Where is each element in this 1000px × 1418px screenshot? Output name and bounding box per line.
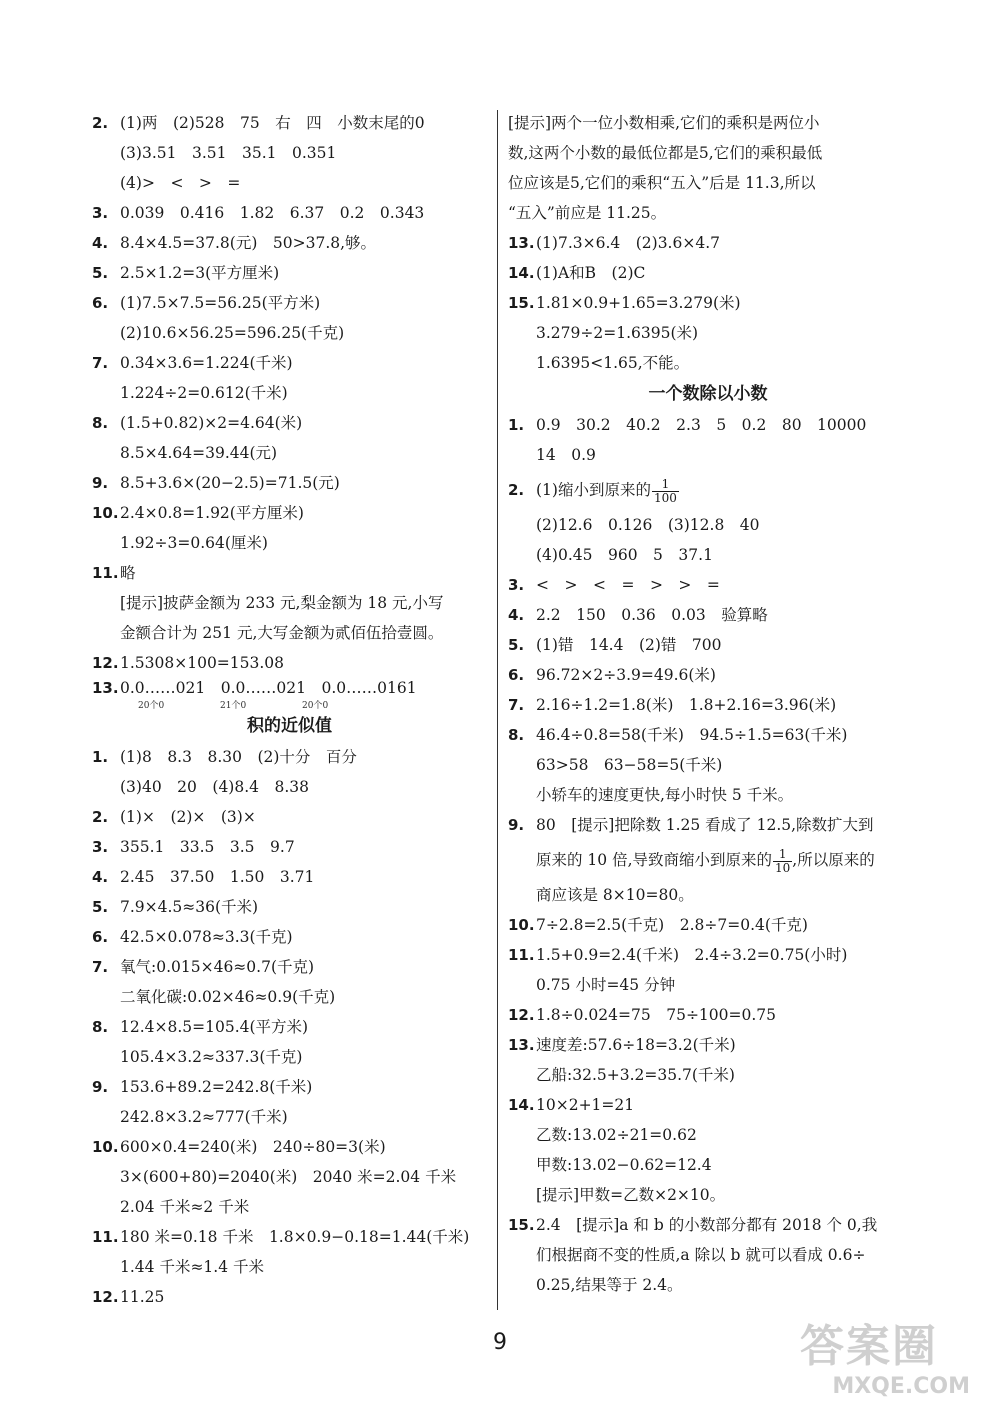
answer-text: 氧气:0.015×46≈0.7(千克) xyxy=(120,958,315,976)
answer-line xyxy=(92,1132,487,1162)
answer-line xyxy=(92,528,487,558)
answer-line xyxy=(92,772,487,802)
question-number: 7. xyxy=(92,958,109,976)
fraction xyxy=(773,848,792,875)
question-number: 4. xyxy=(92,234,109,252)
answer-line xyxy=(92,1282,487,1312)
answer-text: 8.5×4.64=39.44(元) xyxy=(120,444,278,462)
question-number: 8. xyxy=(92,414,109,432)
answer-line xyxy=(92,558,487,588)
answer-line xyxy=(92,1042,487,1072)
answer-text: 153.6+89.2=242.8(千米) xyxy=(120,1078,313,1096)
answer-text: 数,这两个小数的最低位都是5,它们的乘积最低 xyxy=(508,144,823,162)
answer-line xyxy=(508,690,908,720)
watermark-site-text: MXQE.COM xyxy=(832,1374,970,1399)
answer-line xyxy=(92,108,487,138)
question-number: 11. xyxy=(508,946,535,964)
answer-text: [提示]甲数=乙数×2×10。 xyxy=(536,1186,726,1204)
answer-line xyxy=(508,1150,908,1180)
answer-line xyxy=(92,1102,487,1132)
answer-text: 1.5+0.9=2.4(千米) 2.4÷3.2=0.75(小时) xyxy=(536,946,848,964)
watermark-main-text: 答案圈 xyxy=(800,1321,938,1372)
answer-line xyxy=(508,410,908,440)
right-column xyxy=(508,108,908,1300)
answer-line xyxy=(92,802,487,832)
answer-line xyxy=(92,1012,487,1042)
answer-line xyxy=(92,1072,487,1102)
question-number: 9. xyxy=(92,1078,109,1096)
answer-line xyxy=(508,1030,908,1060)
answer-text: 1.6395<1.65,不能。 xyxy=(536,354,690,372)
page-number: 9 xyxy=(493,1330,507,1355)
answer-line xyxy=(92,138,487,168)
answer-text: 46.4÷0.8=58(千米) 94.5÷1.5=63(千米) xyxy=(536,726,848,744)
question-number: 4. xyxy=(92,868,109,886)
question-number: 2. xyxy=(92,808,109,826)
answer-text: (1)缩小到原来的 xyxy=(536,481,651,499)
answer-line xyxy=(92,408,487,438)
answer-line xyxy=(92,288,487,318)
fraction-numerator: 1 xyxy=(652,478,679,492)
answer-text: 10×2+1=21 xyxy=(536,1096,635,1114)
answer-text: 2.45 37.50 1.50 3.71 xyxy=(120,868,315,886)
question-number: 6. xyxy=(92,294,109,312)
question-number: 12. xyxy=(92,654,119,672)
answer-text: 2.16÷1.2=1.8(米) 1.8+2.16=3.96(米) xyxy=(536,696,837,714)
answer-text: 0.9 30.2 40.2 2.3 5 0.2 80 10000 xyxy=(536,416,867,434)
answer-text: 2.04 千米≈2 千米 xyxy=(120,1198,250,1216)
answer-line xyxy=(508,880,908,910)
answer-text: 3.279÷2=1.6395(米) xyxy=(536,324,699,342)
question-number: 15. xyxy=(508,294,535,312)
answer-line xyxy=(92,952,487,982)
answer-text: (1)× (2)× (3)× xyxy=(120,808,256,826)
answer-text: [提示]两个一位小数相乘,它们的乘积是两位小 xyxy=(508,114,820,132)
answer-text: 1.224÷2=0.612(千米) xyxy=(120,384,288,402)
answer-text: (2)12.6 0.126 (3)12.8 40 xyxy=(536,516,760,534)
answer-line xyxy=(92,1162,487,1192)
answer-text: 2.2 150 0.36 0.03 验算略 xyxy=(536,606,768,624)
answer-line xyxy=(508,198,908,228)
answer-line xyxy=(92,678,487,710)
answer-line xyxy=(508,138,908,168)
question-number: 13. xyxy=(508,1036,535,1054)
answer-text-after: ,所以原来的 xyxy=(792,851,875,869)
answer-text: 8.4×4.5=37.8(元) 50>37.8,够。 xyxy=(120,234,377,252)
answer-line xyxy=(92,862,487,892)
answer-text: (1)7.3×6.4 (2)3.6×4.7 xyxy=(536,234,720,252)
answer-line xyxy=(508,910,908,940)
answer-text: 8.5+3.6×(20−2.5)=71.5(元) xyxy=(120,474,340,492)
answer-line xyxy=(508,1090,908,1120)
answer-text: 金额合计为 251 元,大写金额为贰佰伍拾壹圆。 xyxy=(120,624,444,642)
answer-line xyxy=(508,470,908,510)
answer-text: 0.75 小时=45 分钟 xyxy=(536,976,676,994)
answer-line xyxy=(508,228,908,258)
brace-label: 20个0 xyxy=(302,701,329,711)
answer-text: 12.4×8.5=105.4(平方米) xyxy=(120,1018,309,1036)
answer-text: (3)3.51 3.51 35.1 0.351 xyxy=(120,144,337,162)
question-number: 10. xyxy=(92,504,119,522)
question-number: 7. xyxy=(92,354,109,372)
column-divider xyxy=(497,110,498,1310)
answer-text: [提示]披萨金额为 233 元,梨金额为 18 元,小写 xyxy=(120,594,444,612)
question-number: 3. xyxy=(508,576,525,594)
question-number: 14. xyxy=(508,1096,535,1114)
question-number: 7. xyxy=(508,696,525,714)
answer-text: 105.4×3.2≈337.3(千克) xyxy=(120,1048,303,1066)
answer-text: (4)> < > = xyxy=(120,174,241,192)
question-number: 14. xyxy=(508,264,535,282)
answer-line xyxy=(508,970,908,1000)
question-number: 5. xyxy=(508,636,525,654)
answer-text: 位应该是5,它们的乘积“五入”后是 11.3,所以 xyxy=(508,174,816,192)
answer-text: 1.92÷3=0.64(厘米) xyxy=(120,534,268,552)
question-number: 3. xyxy=(92,204,109,222)
question-number: 5. xyxy=(92,898,109,916)
answer-line xyxy=(92,198,487,228)
answer-line xyxy=(508,288,908,318)
answer-text: 小轿车的速度更快,每小时快 5 千米。 xyxy=(536,786,794,804)
answer-text: 7÷2.8=2.5(千克) 2.8÷7=0.4(千克) xyxy=(536,916,808,934)
answer-line xyxy=(92,168,487,198)
answer-text: 乙数:13.02÷21=0.62 xyxy=(536,1126,697,1144)
answer-text: 们根据商不变的性质,a 除以 b 就可以看成 0.6÷ xyxy=(536,1246,866,1264)
answer-line xyxy=(92,438,487,468)
answer-line xyxy=(508,780,908,810)
answer-text: 96.72×2÷3.9=49.6(米) xyxy=(536,666,716,684)
answer-line xyxy=(508,1120,908,1150)
answer-line xyxy=(508,810,908,840)
answer-line xyxy=(92,588,487,618)
question-number: 4. xyxy=(508,606,525,624)
answer-text: (4)0.45 960 5 37.1 xyxy=(536,546,713,564)
fraction-denominator: 10 xyxy=(775,860,791,875)
answer-line xyxy=(92,618,487,648)
answer-text: 180 米=0.18 千米 1.8×0.9−0.18=1.44(千米) xyxy=(120,1228,470,1246)
question-number: 6. xyxy=(508,666,525,684)
answer-line xyxy=(508,750,908,780)
fraction-numerator: 1 xyxy=(773,848,792,862)
question-number: 10. xyxy=(508,916,535,934)
answer-text: 80 [提示]把除数 1.25 看成了 12.5,除数扩大到 xyxy=(536,816,874,834)
answer-text: 0.0……021 0.0……021 0.0……0161 xyxy=(120,679,417,697)
answer-text: 42.5×0.078≈3.3(千克) xyxy=(120,928,293,946)
section-heading: 积的近似值 xyxy=(247,716,332,736)
answer-text: 甲数:13.02−0.62=12.4 xyxy=(536,1156,712,1174)
question-number: 5. xyxy=(92,264,109,282)
answer-text: 1.5308×100=153.08 xyxy=(120,654,285,672)
answer-text: 0.34×3.6=1.224(千米) xyxy=(120,354,293,372)
answer-line xyxy=(92,892,487,922)
answer-line xyxy=(508,840,908,880)
answer-text: 原来的 10 倍,导致商缩小到原来的 xyxy=(536,851,773,869)
answer-text: (1)7.5×7.5=56.25(平方米) xyxy=(120,294,321,312)
answer-line xyxy=(508,1270,908,1300)
answer-text: (1)两 (2)528 75 右 四 小数末尾的0 xyxy=(120,114,425,132)
answer-text: 242.8×3.2≈777(千米) xyxy=(120,1108,288,1126)
question-number: 12. xyxy=(508,1006,535,1024)
answer-line xyxy=(92,1252,487,1282)
answer-line xyxy=(508,1240,908,1270)
answer-line xyxy=(508,600,908,630)
answer-line xyxy=(92,742,487,772)
answer-text: 0.25,结果等于 2.4。 xyxy=(536,1276,683,1294)
answer-text: 600×0.4=240(米) 240÷80=3(米) xyxy=(120,1138,386,1156)
answer-line xyxy=(92,378,487,408)
answer-text: 7.9×4.5≈36(千米) xyxy=(120,898,259,916)
answer-text: 2.4 [提示]a 和 b 的小数部分都有 2018 个 0,我 xyxy=(536,1216,878,1234)
brace-label: 21个0 xyxy=(220,701,247,711)
answer-text: 二氧化碳:0.02×46≈0.9(千克) xyxy=(120,988,336,1006)
answer-text: 14 0.9 xyxy=(536,446,596,464)
answer-line xyxy=(92,258,487,288)
answer-text: (3)40 20 (4)8.4 8.38 xyxy=(120,778,310,796)
answer-line xyxy=(508,1180,908,1210)
question-number: 15. xyxy=(508,1216,535,1234)
answer-text: (1)8 8.3 8.30 (2)十分 百分 xyxy=(120,748,357,766)
question-number: 11. xyxy=(92,1228,119,1246)
answer-line xyxy=(92,648,487,678)
question-number: 3. xyxy=(92,838,109,856)
answer-text: 乙船:32.5+3.2=35.7(千米) xyxy=(536,1066,735,1084)
question-number: 8. xyxy=(508,726,525,744)
answer-text: (1.5+0.82)×2=4.64(米) xyxy=(120,414,303,432)
answer-line xyxy=(92,348,487,378)
answer-text: 11.25 xyxy=(120,1288,165,1306)
watermark-logo xyxy=(800,1320,970,1410)
answer-text: (1)错 14.4 (2)错 700 xyxy=(536,636,722,654)
question-number: 1. xyxy=(92,748,109,766)
fraction-denominator: 100 xyxy=(653,490,677,505)
answer-text: 3×(600+80)=2040(米) 2040 米=2.04 千米 xyxy=(120,1168,457,1186)
answer-text: 1.8÷0.024=75 75÷100=0.75 xyxy=(536,1006,777,1024)
answer-line xyxy=(508,168,908,198)
left-column xyxy=(92,108,487,1312)
answer-line xyxy=(508,720,908,750)
question-number: 6. xyxy=(92,928,109,946)
answer-line xyxy=(508,660,908,690)
answer-text: 63>58 63−58=5(千米) xyxy=(536,756,723,774)
answer-line xyxy=(508,570,908,600)
answer-line xyxy=(92,228,487,258)
answer-text: 1.44 千米≈1.4 千米 xyxy=(120,1258,265,1276)
answer-text: (2)10.6×56.25=596.25(千克) xyxy=(120,324,345,342)
answer-line xyxy=(92,468,487,498)
question-number: 2. xyxy=(92,114,109,132)
answer-line xyxy=(92,982,487,1012)
answer-line xyxy=(508,318,908,348)
answer-line xyxy=(92,1222,487,1252)
question-number: 11. xyxy=(92,564,119,582)
answer-line xyxy=(508,108,908,138)
section-heading: 一个数除以小数 xyxy=(648,384,768,404)
question-number: 9. xyxy=(508,816,525,834)
question-number: 9. xyxy=(92,474,109,492)
answer-line xyxy=(508,1210,908,1240)
answer-line xyxy=(508,258,908,288)
question-number: 13. xyxy=(508,234,535,252)
answer-line xyxy=(508,510,908,540)
answer-text: “五入”前应是 11.25。 xyxy=(508,204,667,222)
answer-line xyxy=(508,348,908,378)
answer-text: 1.81×0.9+1.65=3.279(米) xyxy=(536,294,741,312)
answer-text: 商应该是 8×10=80。 xyxy=(536,886,694,904)
answer-line xyxy=(92,922,487,952)
answer-line xyxy=(92,1192,487,1222)
answer-text: 2.4×0.8=1.92(平方厘米) xyxy=(120,504,304,522)
answer-line xyxy=(508,440,908,470)
answer-text: 略 xyxy=(120,564,136,582)
question-number: 2. xyxy=(508,481,525,499)
answer-line xyxy=(508,1060,908,1090)
fraction xyxy=(652,478,679,505)
question-number: 8. xyxy=(92,1018,109,1036)
answer-text: 0.039 0.416 1.82 6.37 0.2 0.343 xyxy=(120,204,425,222)
answer-line xyxy=(508,940,908,970)
answer-text: 速度差:57.6÷18=3.2(千米) xyxy=(536,1036,736,1054)
answer-line xyxy=(92,318,487,348)
question-number: 13. xyxy=(92,679,119,697)
answer-line xyxy=(508,630,908,660)
answer-line xyxy=(92,832,487,862)
answer-text: 355.1 33.5 3.5 9.7 xyxy=(120,838,295,856)
answer-line xyxy=(92,498,487,528)
answer-text: (1)A和B (2)C xyxy=(536,264,646,282)
question-number: 1. xyxy=(508,416,525,434)
answer-text: 2.5×1.2=3(平方厘米) xyxy=(120,264,280,282)
answer-line xyxy=(508,540,908,570)
question-number: 12. xyxy=(92,1288,119,1306)
question-number: 10. xyxy=(92,1138,119,1156)
answer-line xyxy=(508,1000,908,1030)
brace-label: 20个0 xyxy=(138,701,165,711)
answer-text: < > < = > > = xyxy=(536,576,720,594)
